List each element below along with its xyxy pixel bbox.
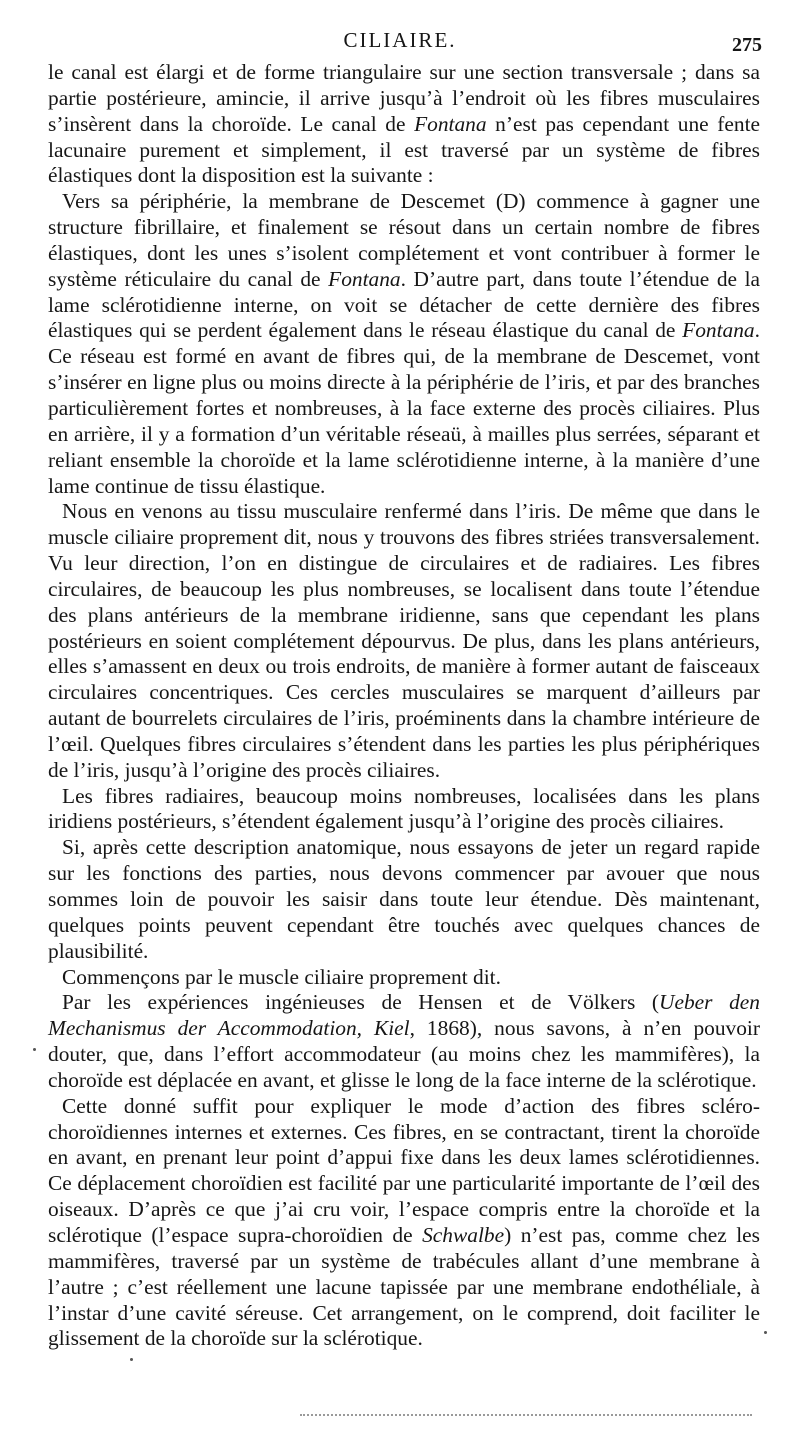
page-number: 275 [732,34,762,56]
text-run: Commençons par le muscle ciliaire proprement dit. [62,964,501,989]
text-run: Si, après cette description anatomique, nous essayons de jeter un regard rapide sur les fonctions des parties, nous devons commencer par avouer que nous sommes loin de pouvoir les saisir dans toute leur étendue. Dès maintenant, quelques points peuvent cependant être touchés avec quelques chances de plausibilité. [48,835,760,963]
italic-text: Fontana [682,318,755,343]
italic-text: Fontana [414,111,487,136]
paragraph [48,965,760,991]
text-run: Nous en venons au tissu musculaire renfermé dans l’iris. De même que dans le muscle ciliaire proprement dit, nous y trouvons des fibres striées transversalement. Vu leur direction, l’on en distingue de circulaires et de radiaires. Les fibres circulaires, de beaucoup les plus nombreuses, se localisent dans toute l’étendue des plans antérieurs de la membrane iridienne, sans que cependant les plans postérieurs en soient complétement dépourvus. De plus, dans les plans antérieurs, elles s’amassent en deux ou trois endroits, de manière à former autant de faisceaux circulaires concentriques. Ces cercles musculaires se marquent d’ailleurs par autant de bourrelets circulaires de l’iris, proéminents dans la chambre intérieure de l’œil. Quelques fibres circulaires s’étendent dans les parties les plus périphériques de l’iris, jusqu’à l’origine des procès ciliaires. [48,499,760,782]
paragraph [48,990,760,1093]
text-run: Cette donné suffit pour expliquer le mode d’action des fibres scléro-choroïdiennes internes et externes. Ces fibres, en se contractant, tirent la choroïde en avant, en prenant leur point d’appui fixe dans les deux lames sclérotidiennes. Ce déplacement choroïdien est facilité par une particularité importante de l’œil des oiseaux. D’après ce que j’ai cru voir, l’espace compris entre la choroïde et la sclérotique (l’espace supra-choroïdien de [48,1093,760,1247]
paragraph [48,499,760,783]
paragraph [48,189,760,499]
body-text [48,60,760,1352]
italic-text: Ueber den Mechanismus der Accommodation, Kiel [48,990,760,1041]
text-run: Les fibres radiaires, beaucoup moins nombreuses, localisées dans les plans iridiens postérieurs, s’étendent également jusqu’à l’origine des procès ciliaires. [48,783,760,834]
text-run: n’est pas cependant une fente lacunaire purement et simplement, il est traversé par un système de fibres élastiques dont la disposition est la suivante : [48,111,761,188]
bottom-rule [300,1414,752,1416]
text-run: le canal est élargi et de forme triangulaire sur une section transversale ; dans sa partie postérieure, amincie, il arrive jusqu’à l’endroit où les fibres musculaires s’insèrent dans la choroïde. Le canal de [48,60,760,136]
paragraph [48,60,760,189]
text-run: . Ce réseau est formé en avant de fibres qui, de la membrane de Descemet, vont s’insérer en ligne plus ou moins directe à la périphérie de l’iris, et par des branches particulièrement fortes et nombreuses, à la face externe des procès ciliaires. Plus en arrière, il y a formation d’un véritable réseaü, à mailles plus serrées, séparant et reliant ensemble la choroïde et la lame sclérotidienne interne, à la manière d’une lame continue de tissu élastique. [48,318,760,498]
paragraph [48,835,760,964]
paragraph [48,784,760,836]
italic-text: Fontana [328,266,401,291]
text-run: Vers sa périphérie, la membrane de Descemet (D) commence à gagner une structure fibrillaire, et finalement se résout dans un certain nombre de fibres élastiques, dont les unes s’isolent complétement et vont contribuer à former le système réticulaire du canal de [48,189,760,291]
text-run: ) n’est pas, comme chez les mammifères, traversé par un système de trabécules allant d’une membrane à l’autre ; c’est réellement une lacune tapissée par une membrane endothéliale, à l’instar d’une cavité séreuse. Cet arrangement, on le comprend, doit faciliter le glissement de la choroïde sur la sclérotique. [48,1222,760,1351]
italic-text: Schwalbe [422,1222,505,1247]
text-run: . D’autre part, dans toute l’étendue de la lame sclérotidienne interne, on voit se détacher de cette dernière des fibres élastiques qui se perdent également dans le réseau élastique du canal de [48,266,761,343]
running-title: CILIAIRE. [343,28,457,52]
text-run: , 1868), nous savons, à n’en pouvoir douter, que, dans l’effort accommodateur (au moins chez les mammifères), la choroïde est déplacée en avant, et glisse le long de la face interne de la sclérotique. [48,1016,760,1092]
running-head [0,26,800,56]
text-run: Par les expériences ingénieuses de Hensen et de Völkers ( [62,990,660,1015]
paragraph [48,1094,760,1352]
